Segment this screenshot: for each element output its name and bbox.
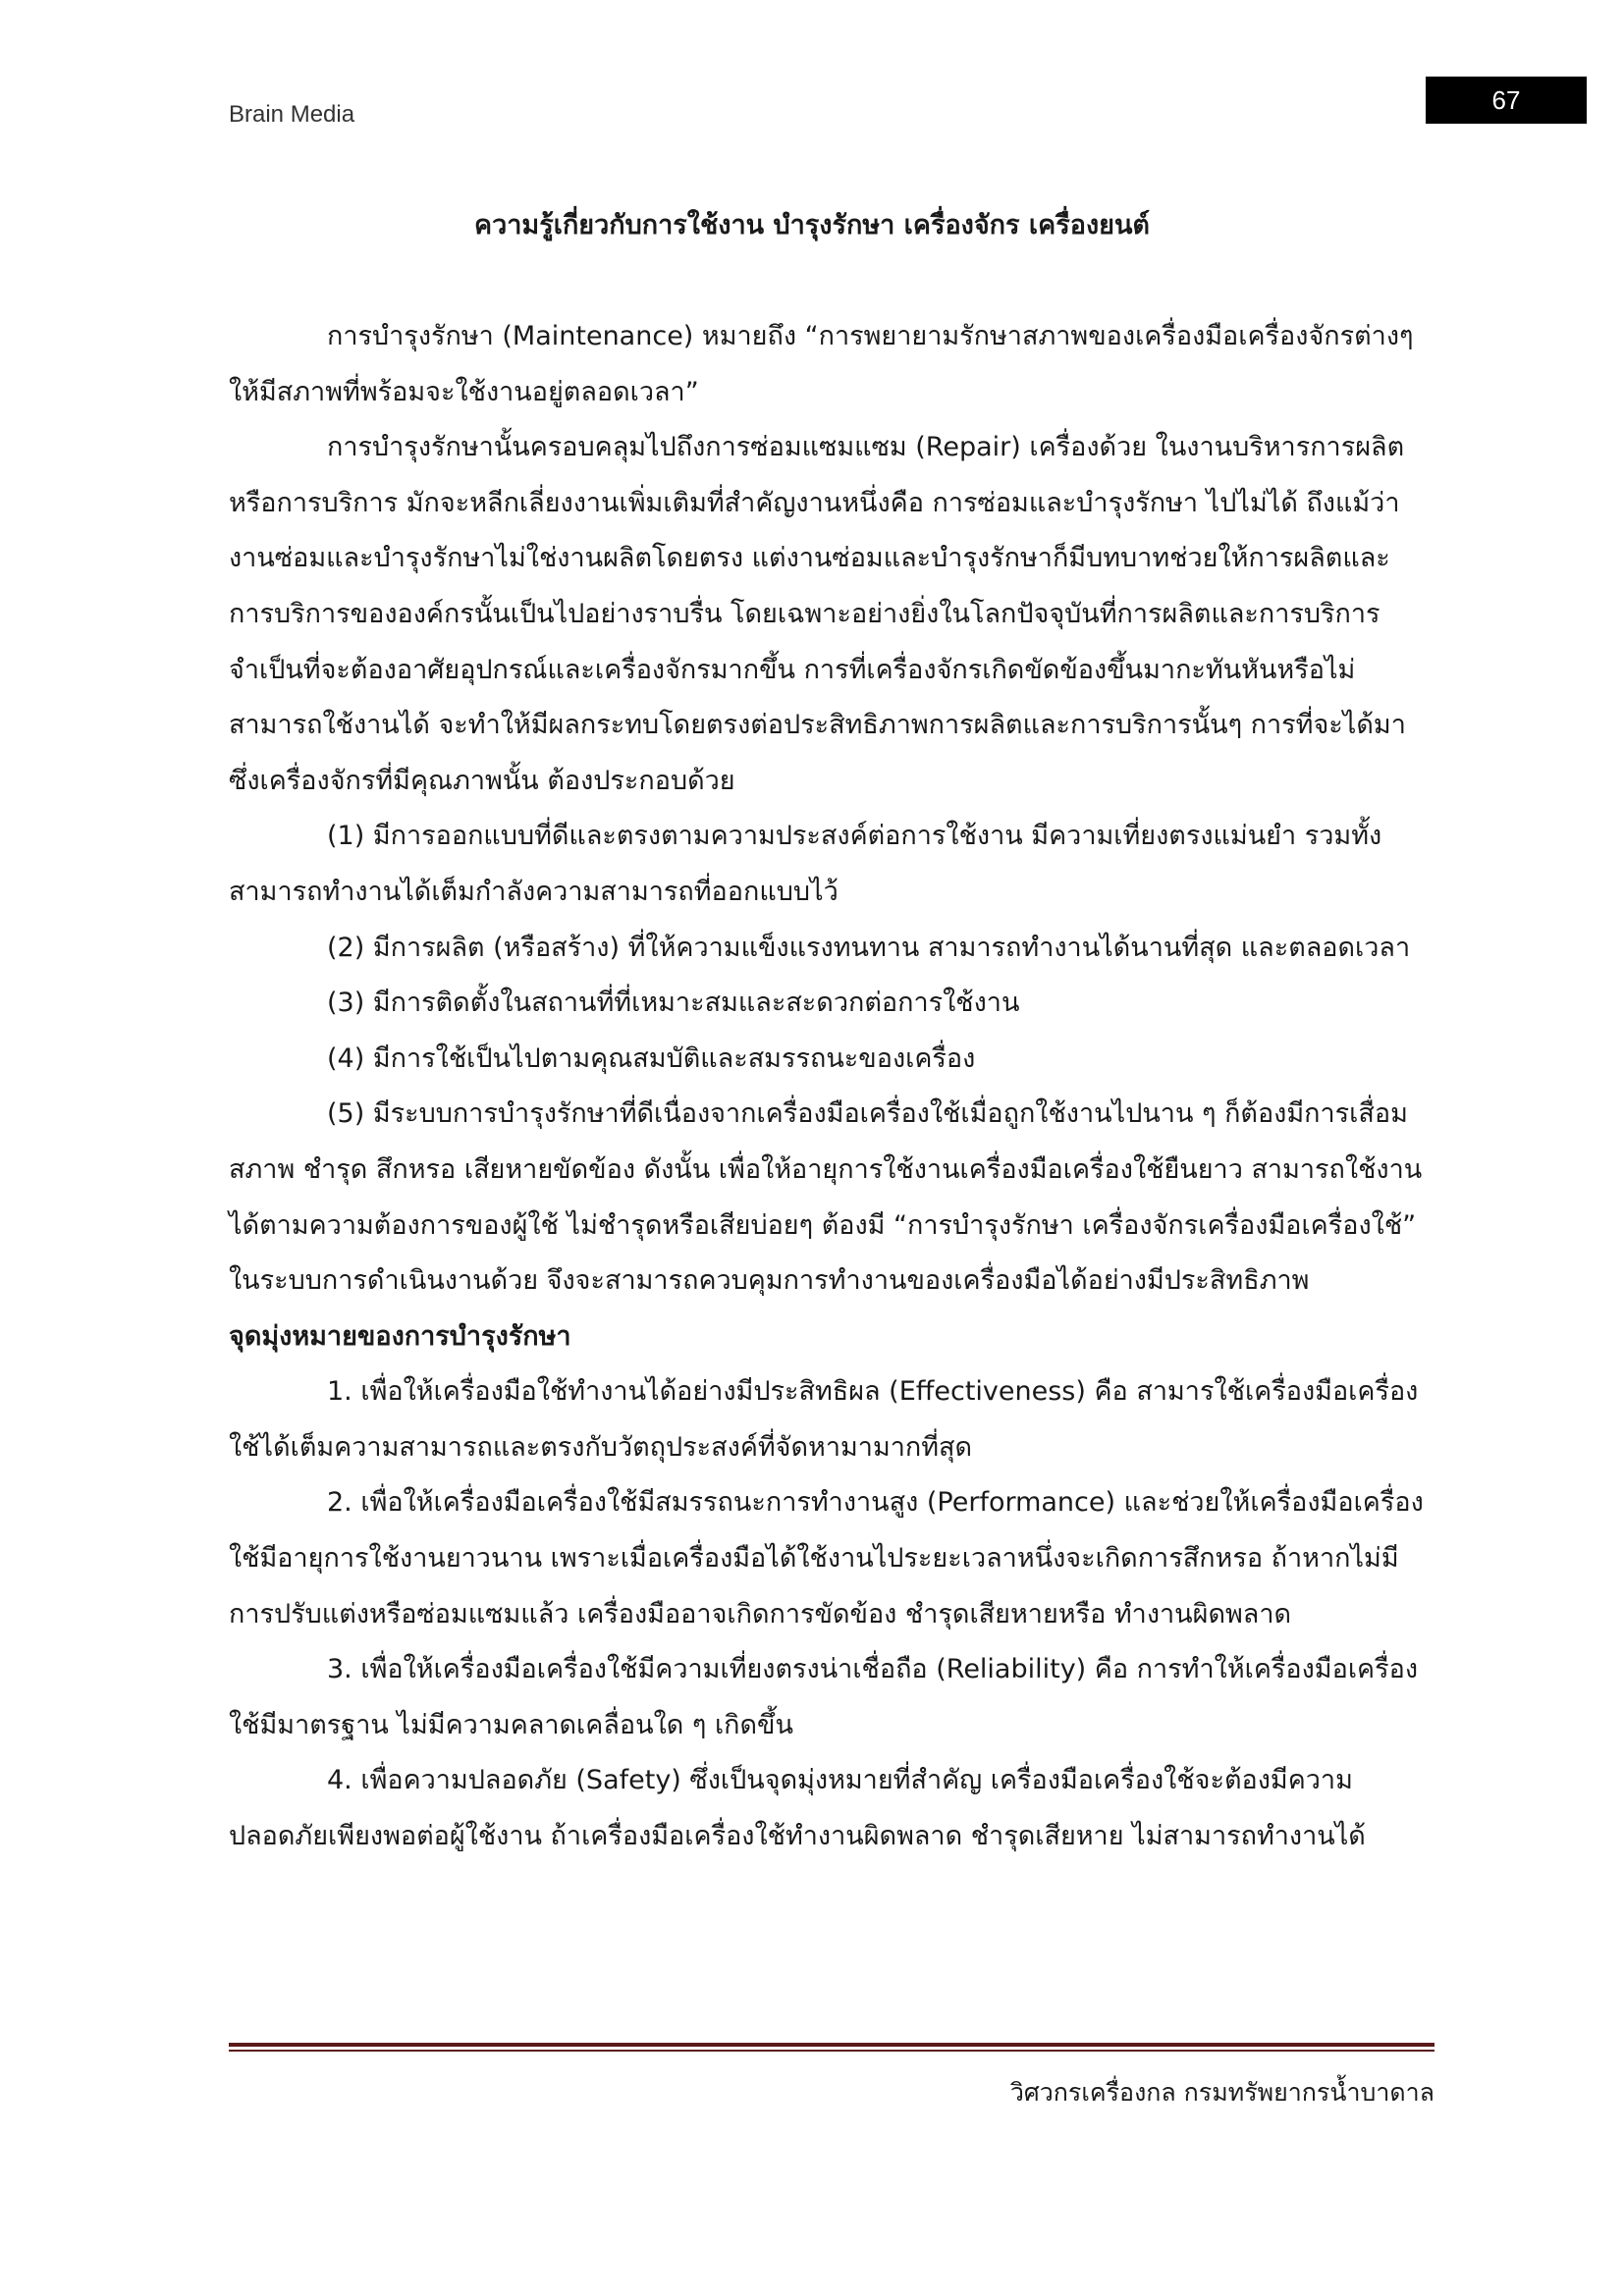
goal-item: 1. เพื่อให้เครื่องมือใช้ทำงานได้อย่างมีประสิทธิผล (Effectiveness) คือ สามารใช้เครื่องมือเครื่องใช้ได้เต็มความสามารถและตรงกับวัตถุประสงค์ที่จัดหามามากที่สุด	[229, 1376, 1419, 1463]
list-item: (2) มีการผลิต (หรือสร้าง) ที่ให้ความแข็งแรงทนทาน สามารถทำงานได้นานที่สุด และตลอดเวลา	[327, 932, 1411, 963]
goal-item: 2. เพื่อให้เครื่องมือเครื่องใช้มีสมรรถนะการทำงานสูง (Performance) และช่วยให้เครื่องมือเครื่องใช้มีอายุการใช้งานยาวนาน เพราะเมื่อเครื่องมือได้ใช้งานไประยะเวลาหนึ่งจะเกิดการสึกหรอ ถ้าหากไม่มีการปรับแต่งหรือซ่อมแซมแล้ว เครื่องมืออาจเกิดการขัดข้อง ชำรุดเสียหายหรือ ทำงานผิดพลาด	[229, 1487, 1424, 1629]
section-heading: จุดมุ่งหมายของการบำรุงรักษา	[229, 1320, 571, 1352]
list-item: (5) มีระบบการบำรุงรักษาที่ดีเนื่องจากเครื่องมือเครื่องใช้เมื่อถูกใช้งานไปนาน ๆ ก็ต้องมีการเสื่อมสภาพ ชำรุด สึกหรอ เสียหายขัดข้อง ดังนั้น เพื่อให้อายุการใช้งานเครื่องมือเครื่องใช้ยืนยาว สามารถใช้งานได้ตามความต้องการของผู้ใช้ ไม่ชำรุดหรือเสียบ่อยๆ ต้องมี “การบำรุงรักษา เครื่องจักรเครื่องมือเครื่องใช้” ในระบบการดำเนินงานด้วย จึงจะสามารถควบคุมการทำงานของเครื่องมือได้อย่างมีประสิทธิภาพ	[229, 1098, 1423, 1297]
list-item: (1) มีการออกแบบที่ดีและตรงตามความประสงค์ต่อการใช้งาน มีความเที่ยงตรงแม่นยำ รวมทั้งสามารถทำงานได้เต็มกำลังความสามารถที่ออกแบบไว้	[229, 821, 1382, 907]
paragraph-definition: การบำรุงรักษา (Maintenance) หมายถึง “การพยายามรักษาสภาพของเครื่องมือเครื่องจักรต่างๆ ให้มีสภาพที่พร้อมจะใช้งานอยู่ตลอดเวลา”	[229, 321, 1414, 407]
list-item: (4) มีการใช้เป็นไปตามคุณสมบัติและสมรรถนะของเครื่อง	[327, 1042, 976, 1074]
document-body	[229, 309, 1435, 1865]
header-brand: Brain Media	[229, 101, 355, 128]
goal-item: 4. เพื่อความปลอดภัย (Safety) ซึ่งเป็นจุดมุ่งหมายที่สำคัญ เครื่องมือเครื่องใช้จะต้องมีความปลอดภัยเพียงพอต่อผู้ใช้งาน ถ้าเครื่องมือเครื่องใช้ทำงานผิดพลาด ชำรุดเสียหาย ไม่สามารถทำงานได้	[229, 1765, 1366, 1852]
document-title: ความรู้เกี่ยวกับการใช้งาน บำรุงรักษา เครื่องจักร เครื่องยนต์	[474, 210, 1150, 240]
footer-divider-thin	[229, 2050, 1435, 2052]
footer-text: วิศวกรเครื่องกล กรมทรัพยากรน้ำบาดาล	[1009, 2078, 1435, 2107]
paragraph-scope: การบำรุงรักษานั้นครอบคลุมไปถึงการซ่อมแซมแซม (Repair) เครื่องด้วย ในงานบริหารการผลิตหรือการบริการ มักจะหลีกเลี่ยงงานเพิ่มเติมที่สำคัญงานหนึ่งคือ การซ่อมและบำรุงรักษา ไปไม่ได้ ถึงแม้ว่างานซ่อมและบำรุงรักษาไม่ใช่งานผลิตโดยตรง แต่งานซ่อมและบำรุงรักษาก็มีบทบาทช่วยให้การผลิตและการบริการขององค์กรนั้นเป็นไปอย่างราบรื่น โดยเฉพาะอย่างยิ่งในโลกปัจจุบันที่การผลิตและการบริการจำเป็นที่จะต้องอาศัยอุปกรณ์และเครื่องจักรมากขึ้น การที่เครื่องจักรเกิดขัดข้องขึ้นมากะทันหันหรือไม่สามารถใช้งานได้ จะทำให้มีผลกระทบโดยตรงต่อประสิทธิภาพการผลิตและการบริการนั้นๆ การที่จะได้มาซึ่งเครื่องจักรที่มีคุณภาพนั้น ต้องประกอบด้วย	[229, 432, 1406, 796]
page-number: 67	[1426, 77, 1587, 124]
footer-divider	[229, 2043, 1435, 2047]
goal-item: 3. เพื่อให้เครื่องมือเครื่องใช้มีความเที่ยงตรงน่าเชื่อถือ (Reliability) คือ การทำให้เครื่องมือเครื่องใช้มีมาตรฐาน ไม่มีความคลาดเคลื่อนใด ๆ เกิดขึ้น	[229, 1654, 1419, 1740]
list-item: (3) มีการติดตั้งในสถานที่ที่เหมาะสมและสะดวกต่อการใช้งาน	[327, 988, 1020, 1019]
